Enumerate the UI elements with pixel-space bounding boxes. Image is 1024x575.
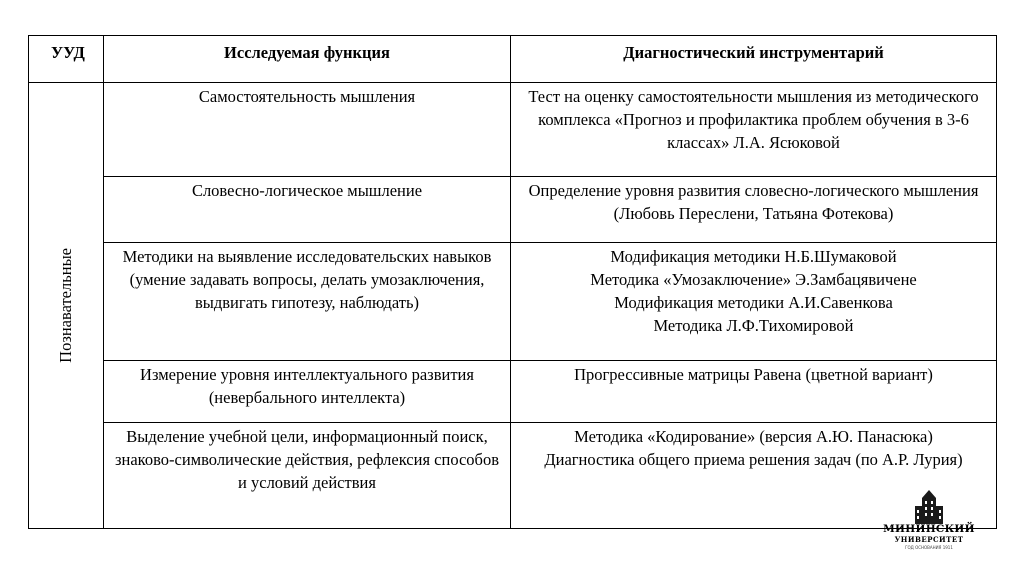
tools-cell (511, 361, 997, 423)
tools-cell (511, 83, 997, 177)
tool-item: Методика «Умозаключение» Э.Замбацявичене (590, 270, 917, 289)
tool-item: Диагностика общего приема решения задач (по А.Р. Лурия) (544, 450, 963, 469)
tool-item: Методика «Кодирование» (версия А.Ю. Панасюка) (574, 427, 933, 446)
tool-item: Модификация методики А.И.Савенкова (614, 293, 893, 312)
building-icon (870, 488, 988, 524)
header-function: Исследуемая функция (104, 36, 511, 83)
table-row (29, 243, 997, 361)
function-cell: Измерение уровня интеллектуального развития (невербального интеллекта) (104, 361, 511, 423)
function-cell: Выделение учебной цели, информационный поиск, знаково-символические действия, рефлексия способов и условий действия (104, 423, 511, 529)
logo-subtitle: УНИВЕРСИТЕТ (894, 535, 964, 544)
table-row (29, 423, 997, 529)
tool-item: Прогрессивные матрицы Равена (цветной вариант) (574, 365, 933, 384)
table-header-row (29, 36, 997, 83)
category-cell (29, 83, 104, 529)
function-cell: Самостоятельность мышления (104, 83, 511, 177)
function-cell: Словесно-логическое мышление (104, 177, 511, 243)
header-uud: УУД (29, 36, 104, 83)
tool-item: Тест на оценку самостоятельности мышления из методического комплекса «Прогноз и профилактика проблем обучения в 3-6 классах» Л.А. Ясюковой (528, 87, 979, 152)
tools-cell (511, 177, 997, 243)
header-tools: Диагностический инструментарий (511, 36, 997, 83)
tool-item: Методика Л.Ф.Тихомировой (653, 316, 854, 335)
category-label: Познавательные (56, 248, 75, 363)
tool-item: Модификация методики Н.Б.Шумаковой (610, 247, 897, 266)
table-row (29, 83, 997, 177)
function-cell: Методики на выявление исследовательских навыков (умение задавать вопросы, делать умозаключения, выдвигать гипотезу, наблюдать) (104, 243, 511, 361)
table-row (29, 177, 997, 243)
table-row (29, 361, 997, 423)
tools-cell (511, 243, 997, 361)
logo-founded: ГОД ОСНОВАНИЯ 1911 (905, 545, 953, 550)
diagnostics-table (28, 35, 997, 529)
tool-item: Определение уровня развития словесно-логического мышления (Любовь Переслени, Татьяна Фотекова) (528, 181, 979, 223)
logo-name: МИНИНСКИЙ (883, 523, 975, 535)
university-logo (870, 488, 988, 568)
